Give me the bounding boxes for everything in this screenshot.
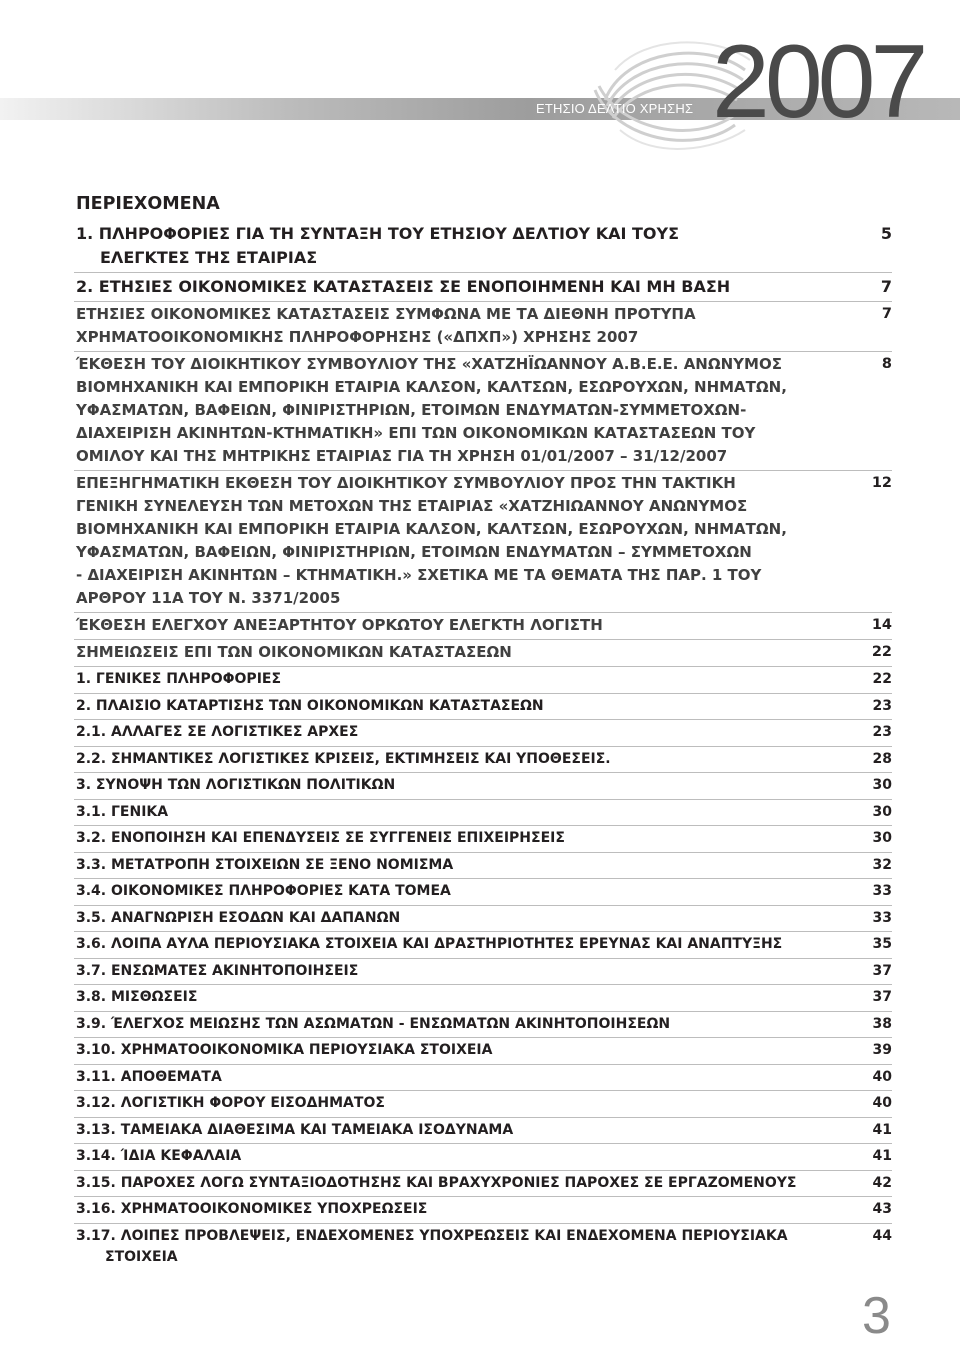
table-of-contents [74,220,892,1269]
report-year: 2007 [712,24,924,140]
toc-entry-title: 3.1. ΓΕΝΙΚΑ [76,803,169,820]
toc-entry-page: 33 [872,883,892,899]
toc-entry-title: ΈΚΘΕΣΗ ΤΟΥ ΔΙΟΙΚΗΤΙΚΟΥ ΣΥΜΒΟΥΛΙΟΥ ΤΗΣ «ΧΑΤΖΗΪΩΑΝΝΟΥ Α.Β.Ε.Ε. ΑΝΩΝΥΜΟΣ ΒΙΟΜΗΧΑΝΙΚΗ ΚΑΙ ΕΜΠΟΡΙΚΗ ΕΤΑΙΡΙΑ ΚΑΛΣΟΝ, ΚΑΛΤΣΩΝ, ΕΣΩΡΟΥΧΩΝ, ΝΗΜΑΤΩΝ, ΥΦΑΣΜΑΤΩΝ, ΒΑΦΕΙΩΝ, ΦΙΝΙΡΙΣΤΗΡΙΩΝ, ΕΤΟΙΜΩΝ ΕΝΔΥΜΑΤΩΝ-ΣΥΜΜΕΤΟΧΩΝ- ΔΙΑΧΕΙΡΙΣΗ ΑΚΙΝΗΤΩΝ-ΚΤΗΜΑΤΙΚΗ» ΕΠΙ ΤΩΝ ΟΙΚΟΝΟΜΙΚΩΝ ΚΑΤΑΣΤΑΣΕΩΝ ΤΟΥ ΟΜΙΛΟΥ ΚΑΙ ΤΗΣ ΜΗΤΡΙΚΗΣ ΕΤΑΙΡΙΑΣ ΓΙΑ ΤΗ ΧΡΗΣΗ 01/01/2007 – 31/12/2007 [76,355,787,465]
page-number: 3 [862,1287,891,1345]
toc-entry[interactable] [74,1144,892,1171]
toc-entry-title: 1. ΓΕΝΙΚΕΣ ΠΛΗΡΟΦΟΡΙΕΣ [76,671,282,687]
toc-entry-title: 3.2. ΕΝΟΠΟΙΗΣΗ ΚΑΙ ΕΠΕΝΔΥΣΕΙΣ ΣΕ ΣΥΓΓΕΝΕΙΣ ΕΠΙΧΕΙΡΗΣΕΙΣ [76,830,565,846]
toc-entry-page: 23 [872,724,892,740]
toc-entry-title: 3.6. ΛΟΙΠΑ ΑΥΛΑ ΠΕΡΙΟΥΣΙΑΚΑ ΣΤΟΙΧΕΙΑ ΚΑΙ ΔΡΑΣΤΗΡΙΟΤΗΤΕΣ ΕΡΕΥΝΑΣ ΚΑΙ ΑΝΑΠΤΥΞΗΣ [76,936,783,952]
toc-entry[interactable] [74,853,892,880]
toc-entry-title: 3.15. ΠΑΡΟΧΕΣ ΛΟΓΩ ΣΥΝΤΑΞΙΟΔΟΤΗΣΗΣ ΚΑΙ ΒΡΑΧΥΧΡΟΝΙΕΣ ΠΑΡΟΧΕΣ ΣΕ ΕΡΓΑΖΟΜΕΝΟΥΣ [76,1174,797,1191]
toc-entry[interactable] [74,613,892,640]
toc-entry-page: 33 [872,909,892,926]
toc-entry-title: 3.9. ΈΛΕΓΧΟΣ ΜΕΙΩΣΗΣ ΤΩΝ ΑΣΩΜΑΤΩΝ - ΕΝΣΩΜΑΤΩΝ ΑΚΙΝΗΤΟΠΟΙΗΣΕΩΝ [76,1015,671,1032]
toc-entry[interactable] [74,1038,892,1065]
toc-entry-page: 14 [871,617,892,633]
toc-entry-page: 23 [872,697,892,714]
toc-entry-title-line1: 3.17. ΛΟΙΠΕΣ ΠΡΟΒΛΕΨΕΙΣ, ΕΝΔΕΧΟΜΕΝΕΣ ΥΠΟΧΡΕΩΣΕΙΣ ΚΑΙ ΕΝΔΕΧΟΜΕΝΑ ΠΕΡΙΟΥΣΙΑΚΑ [76,1227,788,1244]
toc-entry-title: 3.4. ΟΙΚΟΝΟΜΙΚΕΣ ΠΛΗΡΟΦΟΡΙΕΣ ΚΑΤΑ ΤΟΜΕΑ [76,883,451,899]
toc-entry[interactable] [74,1171,892,1198]
toc-entry-page: 37 [872,962,892,979]
toc-entry-title: 3.12. ΛΟΓΙΣΤΙΚΗ ΦΟΡΟΥ ΕΙΣΟΔΗΜΑΤΟΣ [76,1095,385,1111]
toc-entry[interactable] [74,273,892,302]
toc-entry-page: 40 [872,1068,892,1085]
toc-entry[interactable] [74,1118,892,1145]
toc-entry-title: 2.1. ΑΛΛΑΓΕΣ ΣΕ ΛΟΓΙΣΤΙΚΕΣ ΑΡΧΕΣ [76,724,359,740]
toc-entry-page: 38 [872,1015,892,1032]
toc-entry-title: ΕΠΕΞΗΓΗΜΑΤΙΚΗ ΕΚΘΕΣΗ ΤΟΥ ΔΙΟΙΚΗΤΙΚΟΥ ΣΥΜΒΟΥΛΙΟΥ ΠΡΟΣ ΤΗΝ ΤΑΚΤΙΚΗ ΓΕΝΙΚΗ ΣΥΝΕΛΕΥΣΗ ΤΩΝ ΜΕΤΟΧΩΝ ΤΗΣ ΕΤΑΙΡΙΑΣ «ΧΑΤΖΗΙΩΑΝΝΟΥ ΑΝΩΝΥΜΟΣ ΒΙΟΜΗΧΑΝΙΚΗ ΚΑΙ ΕΜΠΟΡΙΚΗ ΕΤΑΙΡΙΑ ΚΑΛΣΟΝ, ΚΑΛΤΣΩΝ, ΕΣΩΡΟΥΧΩΝ, ΝΗΜΑΤΩΝ, ΥΦΑΣΜΑΤΩΝ, ΒΑΦΕΙΩΝ, ΦΙΝΙΡΙΣΤΗΡΙΩΝ, ΕΤΟΙΜΩΝ ΕΝΔΥΜΑΤΩΝ – ΣΥΜΜΕΤΟΧΩΝ - ΔΙΑΧΕΙΡΙΣΗ ΑΚΙΝΗΤΩΝ – ΚΤΗΜΑΤΙΚΗ.» ΣΧΕΤΙΚΑ ΜΕ ΤΑ ΘΕΜΑΤΑ ΤΗΣ ΠΑΡ. 1 ΤΟΥ ΑΡΘΡΟΥ 11Α ΤΟΥ Ν. 3371/2005 [76,474,787,607]
toc-entry-page: 35 [872,936,892,952]
toc-entry-title: 2.2. ΣΗΜΑΝΤΙΚΕΣ ΛΟΓΙΣΤΙΚΕΣ ΚΡΙΣΕΙΣ, ΕΚΤΙΜΗΣΕΙΣ ΚΑΙ ΥΠΟΘΕΣΕΙΣ. [76,750,611,767]
toc-entry[interactable] [74,985,892,1012]
toc-entry-title: 3.13. ΤΑΜΕΙΑΚΑ ΔΙΑΘΕΣΙΜΑ ΚΑΙ ΤΑΜΕΙΑΚΑ ΙΣΟΔΥΝΑΜΑ [76,1121,514,1138]
toc-entry[interactable] [74,932,892,959]
toc-entry[interactable] [74,667,892,694]
toc-entry[interactable] [74,720,892,747]
toc-entry-title: 3.7. ΕΝΣΩΜΑΤΕΣ ΑΚΙΝΗΤΟΠΟΙΗΣΕΙΣ [76,962,359,979]
toc-entry-page: 44 [872,1227,892,1244]
toc-entry[interactable] [74,302,892,352]
toc-entry-title: 3.3. ΜΕΤΑΤΡΟΠΗ ΣΤΟΙΧΕΙΩΝ ΣΕ ΞΕΝΟ ΝΟΜΙΣΜΑ [76,856,454,873]
toc-entry-title: 1. ΠΛΗΡΟΦΟΡΙΕΣ ΓΙΑ ΤΗ ΣΥΝΤΑΞΗ ΤΟΥ ΕΤΗΣΙΟΥ ΔΕΛΤΙΟΥ ΚΑΙ ΤΟΥΣ ΕΛΕΓΚΤΕΣ ΤΗΣ ΕΤΑΙΡΙΑΣ [76,224,680,267]
toc-entry-page: 7 [881,306,892,322]
toc-entry-page: 12 [871,475,892,491]
toc-entry[interactable] [74,1224,892,1269]
toc-entry[interactable] [74,1012,892,1039]
toc-entry[interactable] [74,220,892,273]
toc-entry-page: 41 [872,1121,892,1138]
toc-entry-title: ΕΤΗΣΙΕΣ ΟΙΚΟΝΟΜΙΚΕΣ ΚΑΤΑΣΤΑΣΕΙΣ ΣΥΜΦΩΝΑ ΜΕ ΤΑ ΔΙΕΘΝΗ ΠΡΟΤΥΠΑ ΧΡΗΜΑΤΟΟΙΚΟΝΟΜΙΚΗΣ ΠΛΗΡΟΦΟΡΗΣΗΣ («ΔΠΧΠ») ΧΡΗΣΗΣ 2007 [76,305,696,346]
toc-entry-title: 3. ΣΥΝΟΨΗ ΤΩΝ ΛΟΓΙΣΤΙΚΩΝ ΠΟΛΙΤΙΚΩΝ [76,777,396,793]
toc-entry-page: 32 [872,856,892,873]
toc-entry[interactable] [74,906,892,933]
toc-entry-page: 22 [872,671,892,687]
toc-entry-page: 37 [872,989,892,1005]
toc-entry-title: ΈΚΘΕΣΗ ΕΛΕΓΧΟΥ ΑΝΕΞΑΡΤΗΤΟΥ ΟΡΚΩΤΟΥ ΕΛΕΓΚΤΗ ΛΟΓΙΣΤΗ [76,616,603,634]
toc-entry[interactable] [74,352,892,471]
toc-entry-title: 2. ΠΛΑΙΣΙΟ ΚΑΤΑΡΤΙΣΗΣ ΤΩΝ ΟΙΚΟΝΟΜΙΚΩΝ ΚΑΤΑΣΤΑΣΕΩΝ [76,697,544,714]
toc-entry[interactable] [74,800,892,827]
header-label: ΕΤΗΣΙΟ ΔΕΛΤΙΟ ΧΡΗΣΗΣ [536,101,694,116]
toc-entry-title [76,1224,864,1268]
toc-entry[interactable] [74,773,892,800]
toc-entry[interactable] [74,1091,892,1118]
toc-entry-page: 41 [872,1148,892,1164]
toc-entry-page: 30 [872,803,892,820]
toc-entry[interactable] [74,694,892,721]
toc-entry-page: 43 [872,1201,892,1217]
toc-entry-page: 30 [872,830,892,846]
toc-entry-title: 2. ΕΤΗΣΙΕΣ ΟΙΚΟΝΟΜΙΚΕΣ ΚΑΤΑΣΤΑΣΕΙΣ ΣΕ ΕΝΟΠΟΙΗΜΕΝΗ ΚΑΙ ΜΗ ΒΑΣΗ [76,277,731,296]
toc-entry-page: 39 [872,1042,892,1058]
toc-entry-page: 40 [872,1095,892,1111]
toc-entry-page: 8 [881,356,892,372]
toc-entry-title: ΣΗΜΕΙΩΣΕΙΣ ΕΠΙ ΤΩΝ ΟΙΚΟΝΟΜΙΚΩΝ ΚΑΤΑΣΤΑΣΕΩΝ [76,643,512,661]
toc-entry-page: 42 [872,1174,892,1191]
toc-entry-title: 3.16. ΧΡΗΜΑΤΟΟΙΚΟΝΟΜΙΚΕΣ ΥΠΟΧΡΕΩΣΕΙΣ [76,1201,428,1217]
toc-entry[interactable] [74,1197,892,1224]
toc-entry-page: 28 [872,750,892,767]
toc-entry-page: 22 [871,644,892,660]
toc-entry-title: 3.10. ΧΡΗΜΑΤΟΟΙΚΟΝΟΜΙΚΑ ΠΕΡΙΟΥΣΙΑΚΑ ΣΤΟΙΧΕΙΑ [76,1042,493,1058]
toc-entry-page: 30 [872,777,892,793]
toc-title: ΠΕΡΙΕΧΟΜΕΝΑ [76,194,220,214]
toc-entry-title: 3.8. ΜΙΣΘΩΣΕΙΣ [76,989,198,1005]
toc-entry-title-line2: ΣΤΟΙΧΕΙΑ [105,1248,178,1265]
toc-entry[interactable] [74,471,892,613]
toc-entry-title: 3.11. ΑΠΟΘΕΜΑΤΑ [76,1068,222,1085]
toc-entry-page: 5 [880,224,892,243]
toc-entry[interactable] [74,1065,892,1092]
toc-entry-page: 7 [880,277,892,296]
toc-entry[interactable] [74,879,892,906]
toc-entry[interactable] [74,959,892,986]
toc-entry-title: 3.14. ΊΔΙΑ ΚΕΦΑΛΑΙΑ [76,1148,242,1164]
toc-entry[interactable] [74,747,892,774]
toc-entry[interactable] [74,640,892,667]
toc-entry-title: 3.5. ΑΝΑΓΝΩΡΙΣΗ ΕΣΟΔΩΝ ΚΑΙ ΔΑΠΑΝΩΝ [76,909,401,926]
toc-entry[interactable] [74,826,892,853]
